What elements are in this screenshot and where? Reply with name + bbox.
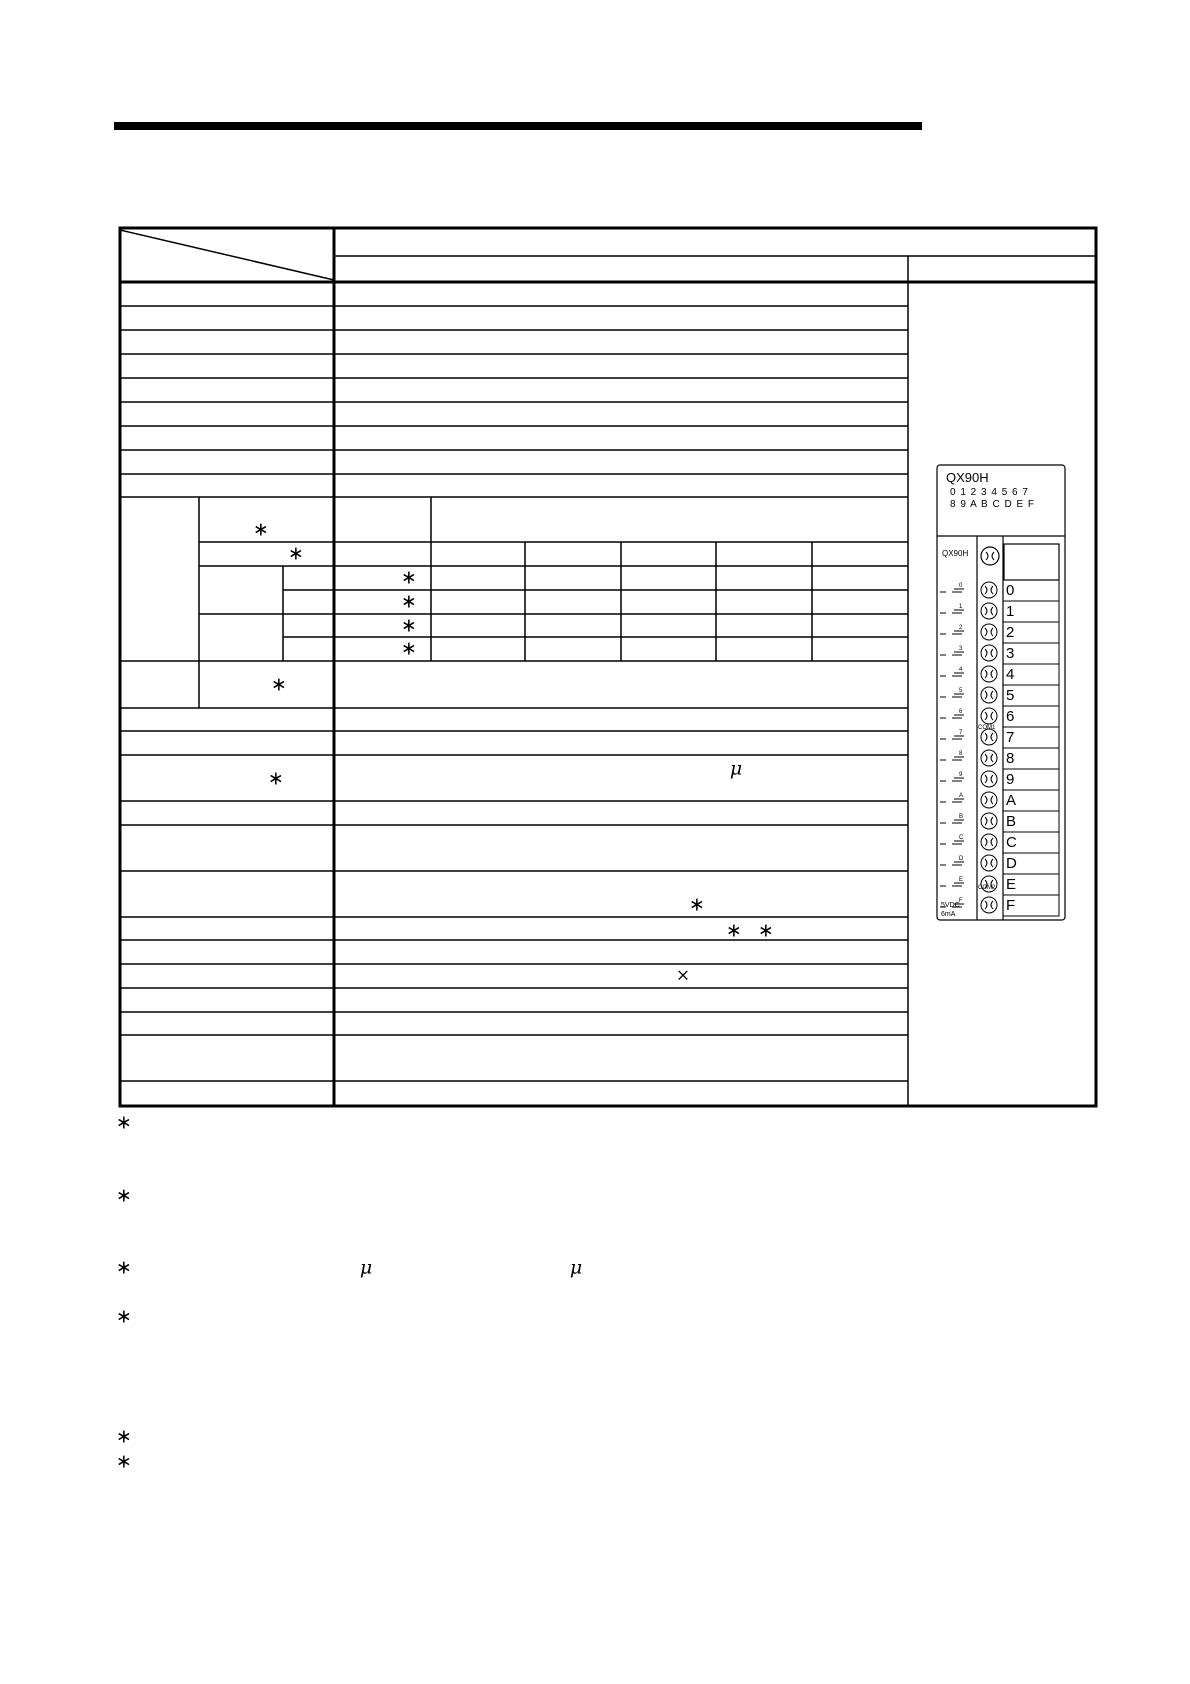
com2-label: COM2 [978, 885, 996, 891]
terminal-screw-icon [981, 624, 997, 640]
screw-slot-icon [985, 901, 993, 909]
module-side-model: QX90H [942, 549, 969, 558]
terminal-number: B [1006, 813, 1017, 830]
terminal-label: B [959, 814, 964, 820]
terminal-number: 2 [1006, 624, 1015, 641]
terminal-screw-icon [981, 855, 997, 871]
terminal-screw-icon [981, 813, 997, 829]
screw-slot-icon [985, 607, 993, 615]
footnote-mark: ∗ [268, 767, 284, 790]
terminal-screw-icon [981, 750, 997, 766]
module-diagram [937, 465, 1065, 920]
terminal-label: 8 [959, 751, 963, 757]
terminal-number: 1 [1006, 603, 1015, 620]
terminal-number: 9 [1006, 771, 1015, 788]
terminal-screw-icon [981, 834, 997, 850]
footnote-mark: ∗ [271, 673, 287, 696]
footnote-mark: ∗ [758, 919, 774, 942]
screw-slot-icon [985, 628, 993, 636]
screw-slot-icon [985, 796, 993, 804]
screw-slot-icon [985, 775, 993, 783]
footnote-marker-4: ∗ [116, 1305, 132, 1328]
terminal-screw-icon [981, 687, 997, 703]
footnote-marker-5: ∗ [116, 1425, 132, 1448]
terminal-number: 3 [1006, 645, 1015, 662]
terminal-label: 7 [959, 730, 963, 736]
terminal-number: A [1006, 792, 1017, 809]
terminal-label: F [959, 898, 963, 904]
footnote-mark: ∗ [726, 919, 742, 942]
terminal-label: 5 [959, 688, 963, 694]
footnote-mark: ∗ [401, 590, 417, 613]
terminal-screw-icon [981, 645, 997, 661]
module-current: 6mA [941, 911, 956, 918]
footnote-mark: ∗ [253, 518, 269, 541]
terminal-label: 9 [959, 772, 963, 778]
module-voltage: 5VDC [941, 902, 960, 909]
terminal-label: 4 [959, 667, 963, 673]
micro-symbol: μ [729, 757, 743, 780]
terminal-number: 6 [1006, 708, 1015, 725]
terminal-label: E [959, 877, 964, 883]
footnote-mark: ∗ [288, 542, 304, 565]
footnote-mark: ∗ [401, 566, 417, 589]
com1-label: COM1 [978, 725, 996, 731]
terminal-label: 1 [959, 604, 963, 610]
screw-slot-icon [985, 586, 993, 594]
terminal-number: C [1006, 834, 1017, 851]
footnote-mark: ∗ [401, 614, 417, 637]
terminal-number: 8 [1006, 750, 1015, 767]
terminal-number: 5 [1006, 687, 1015, 704]
module-model-label: QX90H [946, 470, 989, 485]
terminal-number: D [1006, 855, 1017, 872]
screw-slot-icon [985, 691, 993, 699]
terminal-number: F [1006, 897, 1016, 914]
terminal-number: 0 [1006, 582, 1015, 599]
footnote-marker-2: ∗ [116, 1184, 132, 1207]
footnote-mark: ∗ [689, 893, 705, 916]
terminal-screw-icon [981, 897, 997, 913]
footnote-marker-1: ∗ [116, 1111, 132, 1134]
screw-slot-icon [985, 817, 993, 825]
terminal-label: A [959, 793, 964, 799]
screw-slot-icon [985, 649, 993, 657]
led-row-2: 8 9 A B C D E F [950, 499, 1036, 510]
micro-symbol: μ [359, 1256, 373, 1279]
terminal-label: C [959, 835, 964, 841]
terminal-number: 4 [1006, 666, 1015, 683]
screw-slot-icon [985, 712, 993, 720]
terminal-screw-icon [981, 771, 997, 787]
terminal-label: 0 [959, 583, 963, 589]
terminal-screw-icon [981, 603, 997, 619]
terminal-label: D [959, 856, 964, 862]
footnote-mark: ∗ [401, 637, 417, 660]
micro-symbol: μ [569, 1256, 583, 1279]
footnote-marker-3: ∗ [116, 1256, 132, 1279]
times-symbol: × [675, 965, 691, 986]
terminal-screw-icon [981, 582, 997, 598]
terminal-screw-icon [981, 792, 997, 808]
terminal-label: 3 [959, 646, 963, 652]
terminal-screw-icon [981, 666, 997, 682]
terminal-number: E [1006, 876, 1017, 893]
terminal-label: 2 [959, 625, 963, 631]
terminal-label: 6 [959, 709, 963, 715]
terminal-block [940, 580, 1059, 916]
led-row-1: 0 1 2 3 4 5 6 7 [950, 487, 1029, 498]
footnote-marker-6: ∗ [116, 1450, 132, 1473]
screw-slot-icon [985, 754, 993, 762]
screw-slot-icon [985, 670, 993, 678]
screw-slot-icon [985, 838, 993, 846]
screw-slot-icon [985, 859, 993, 867]
terminal-number: 7 [1006, 729, 1015, 746]
